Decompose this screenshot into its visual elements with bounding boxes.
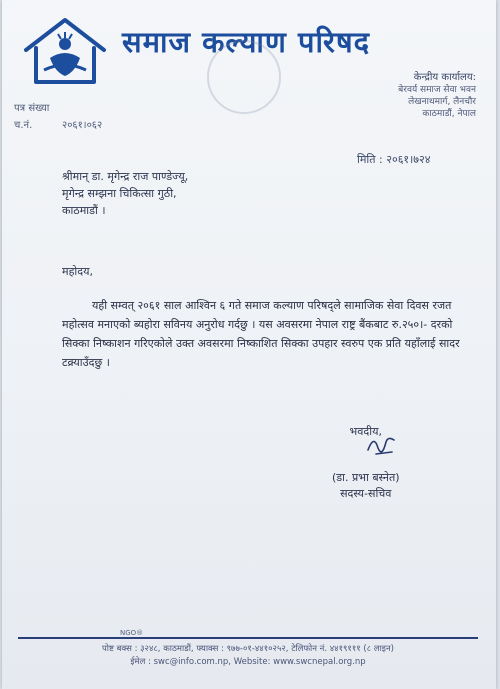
office-address [398,72,476,120]
office-line-1: बेरवर्य समाज सेवा भवन [398,85,476,95]
addressee-line-3: काठमाडौं । [62,204,106,217]
faded-stamp [207,40,281,114]
letter-body [62,296,462,372]
addressee-line-1: श्रीमान् डा. मृगेन्द्र राज पाण्डेज्यू, [62,170,189,183]
letter-page [2,0,496,689]
dispatch-number-label: च.नं. [14,120,33,131]
signatory-name: (डा. प्रभा बस्नेत) [332,471,400,484]
office-line-2: लेखनाथमार्ग, लैनचौर [408,97,476,107]
signature-block [332,424,400,502]
letter-number-value: २०६१।०६२ [62,120,103,131]
letterhead-footer [18,637,478,669]
body-paragraph: यही सम्वत् २०६१ साल आश्विन ६ गते समाज कल्याण परिषद्ले सामाजिक सेवा दिवस रजत महोत्सव मनाएको ब्यहोरा सविनय अनुरोध गर्दछु । यस अवसरमा नेपाल राष्ट्र बैंकबाट रु.२५०।- दरको सिक्का निष्काशन गरिएकोले उक्त अवसरमा निष्काशित सिक्का उपहार स्वरुप एक प्रति यहाँलाई सादर टक्र्याउँदछु । [62,299,460,369]
office-title: केन्द्रीय कार्यालय: [413,72,476,83]
ngo-mark: NGO® [120,629,144,637]
office-line-3: काठमाडौं, नेपाल [422,109,476,119]
org-name: समाज कल्याण परिषद [122,25,370,59]
closing: भवदीय, [349,425,382,438]
org-logo-icon [20,12,110,90]
addressee-line-2: मृगेन्द्र सम्झना चिकित्सा गुठी, [62,187,177,200]
letter-date [357,152,430,167]
date-value: २०६१।७२४ [386,153,431,166]
signatory-designation: सदस्य-सचिव [340,487,392,500]
footer-contact-line: पोष्ट बक्स : ३२४८, काठमाडौं, फ्याक्स : ९७७-०१-४४१०२५२, टेलिफोन नं. ४४१९१११ (८ लाइन) [101,644,394,654]
salutation: महोदय, [62,265,93,278]
addressee-block [62,168,188,219]
date-label: मिति : [357,153,383,166]
footer-email-website: ईमेल : swc@info.com.np, Website: www.swcnepal.org.np [130,657,366,667]
letter-number-label: पत्र संख्या [14,103,50,114]
reference-block [14,100,102,134]
